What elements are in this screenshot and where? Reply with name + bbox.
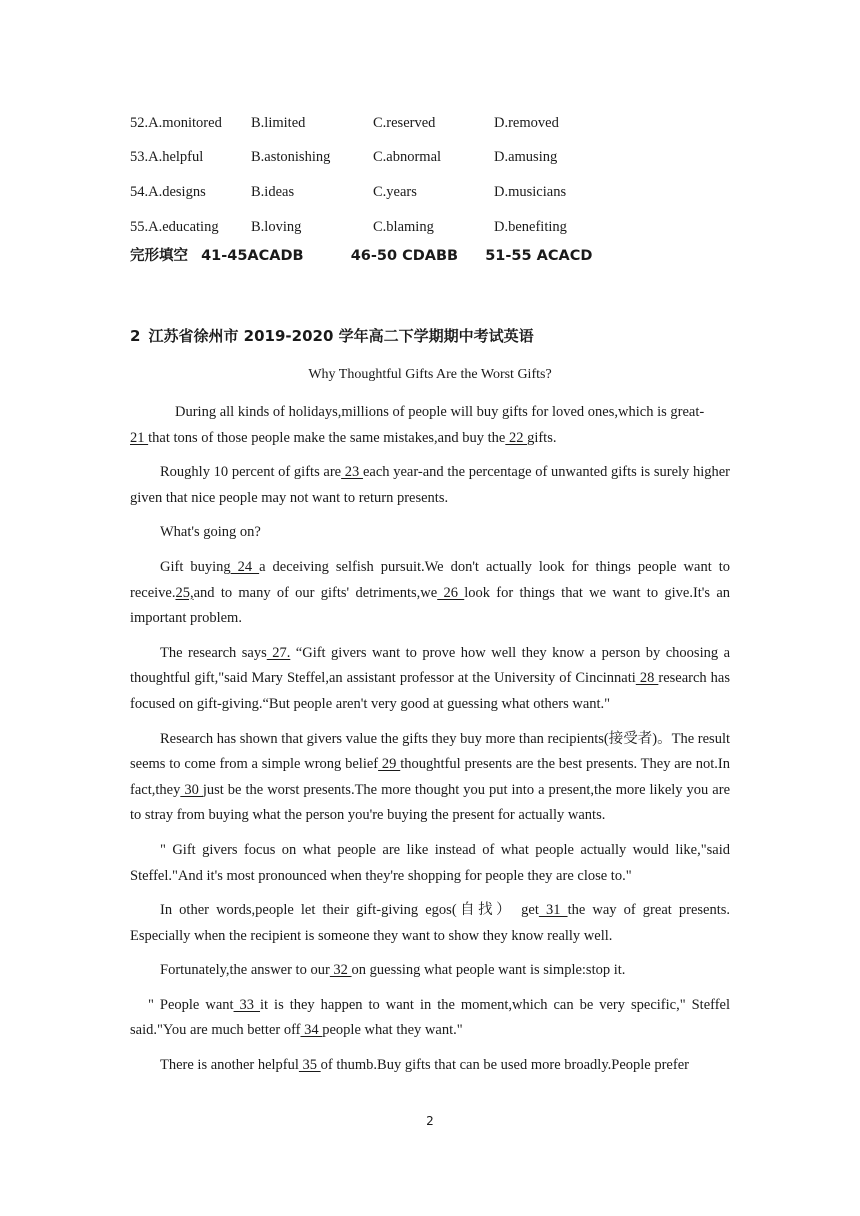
paragraph-7: " Gift givers focus on what people are like instead of what people actually would like,"said Steffel."And it's most pronounced when they're shopping for people they are close to."	[130, 841, 730, 884]
blank-25: 25,	[175, 584, 194, 601]
option-text: B.astonishing	[251, 149, 331, 166]
paragraph-8: In other words,people let their gift-giving egos(自找） get 31 the way of great presents. Especially when the recipient is someone they want to show they know really well.	[130, 902, 731, 944]
passage-body	[130, 400, 730, 1088]
option-row-53	[130, 141, 594, 176]
option-row-52	[130, 106, 594, 141]
section-heading	[130, 325, 534, 346]
option-text: 55.A.educating	[130, 218, 219, 235]
blank-31: 31	[538, 902, 568, 919]
passage-title: Why Thoughtful Gifts Are the Worst Gifts?	[308, 367, 552, 382]
answer-group-41-45: 41-45ACADB	[201, 248, 304, 264]
option-text: 53.A.helpful	[130, 149, 204, 166]
option-row-54	[130, 175, 594, 210]
options-table	[130, 106, 594, 244]
option-row-55	[130, 210, 594, 245]
paragraph-3: What's going on?	[160, 524, 261, 541]
option-text: B.ideas	[251, 183, 295, 200]
option-text: B.limited	[251, 114, 306, 131]
option-text: D.removed	[494, 114, 559, 131]
blank-21: 21	[130, 429, 149, 446]
option-text: C.abnormal	[373, 149, 442, 166]
option-text: C.blaming	[373, 218, 434, 235]
blank-27: 27.	[266, 644, 291, 661]
option-text: D.musicians	[494, 183, 567, 200]
blank-29: 29	[378, 756, 401, 773]
paragraph-1: During all kinds of holidays,millions of people will buy gifts for loved ones,which is great- 21 that tons of those people make the same mistakes,and buy the 22 gifts.	[130, 404, 705, 446]
blank-33: 33	[233, 996, 261, 1013]
blank-28: 28	[635, 670, 659, 687]
blank-32: 32	[329, 962, 352, 979]
paragraph-10: " People want 33 it is they happen to want in the moment,which can be very specific," Steffel said."You are much better off 34 people what they want."	[130, 996, 730, 1039]
paragraph-4: Gift buying 24 a deceiving selfish pursuit.We don't actually look for things people want to receive.25,and to many of our gifts' detriments,we 26 look for things that we want to give.It's an important problem.	[130, 558, 731, 627]
option-text: D.benefiting	[494, 218, 567, 235]
blank-22: 22	[505, 429, 528, 446]
option-text: B.loving	[251, 218, 302, 235]
answer-group-51-55: 51-55 ACACD	[485, 248, 593, 264]
paragraph-2: Roughly 10 percent of gifts are 23 each year-and the percentage of unwanted gifts is surely higher given that nice people may not want to return presents.	[130, 464, 731, 506]
section-number: 2	[130, 327, 141, 345]
option-text: C.years	[373, 183, 417, 200]
option-text: 52.A.monitored	[130, 114, 222, 131]
option-text: C.reserved	[373, 114, 436, 131]
blank-24: 24	[230, 558, 260, 575]
option-text: D.amusing	[494, 149, 558, 166]
answer-key	[130, 244, 592, 265]
answer-group-46-50: 46-50 CDABB	[350, 248, 459, 264]
blank-30: 30	[180, 781, 203, 798]
paragraph-9: Fortunately,the answer to our 32 on guessing what people want is simple:stop it.	[160, 962, 626, 979]
option-text: 54.A.designs	[130, 183, 206, 200]
paragraph-6: Research has shown that givers value the gifts they buy more than recipients(接受者)。The result seems to come from a simple wrong belief 29 thoughtful presents are the best presents. They are not.In fact,they 30 just be the worst presents.The more thought you put into a present,the more likely you are to stray from buying what the person you're buying the present for actually wants.	[130, 730, 730, 824]
answer-key-label: 完形填空	[130, 248, 188, 264]
paragraph-11: There is another helpful 35 of thumb.Buy gifts that can be used more broadly.People prefer	[160, 1057, 689, 1074]
blank-35: 35	[298, 1057, 321, 1074]
blank-34: 34	[300, 1022, 323, 1039]
paragraph-5: The research says 27. “Gift givers want to prove how well they know a person by choosing a thoughtful gift,"said Mary Steffel,an assistant professor at the University of Cincinnati 28 research has focused on gift-giving.“But people aren't very good at guessing what others want."	[130, 644, 731, 712]
blank-23: 23	[341, 464, 363, 481]
blank-26: 26	[437, 584, 465, 601]
page-number: 2	[426, 1114, 434, 1128]
section-title: 江苏省徐州市 2019-2020 学年高二下学期期中考试英语	[148, 327, 534, 345]
